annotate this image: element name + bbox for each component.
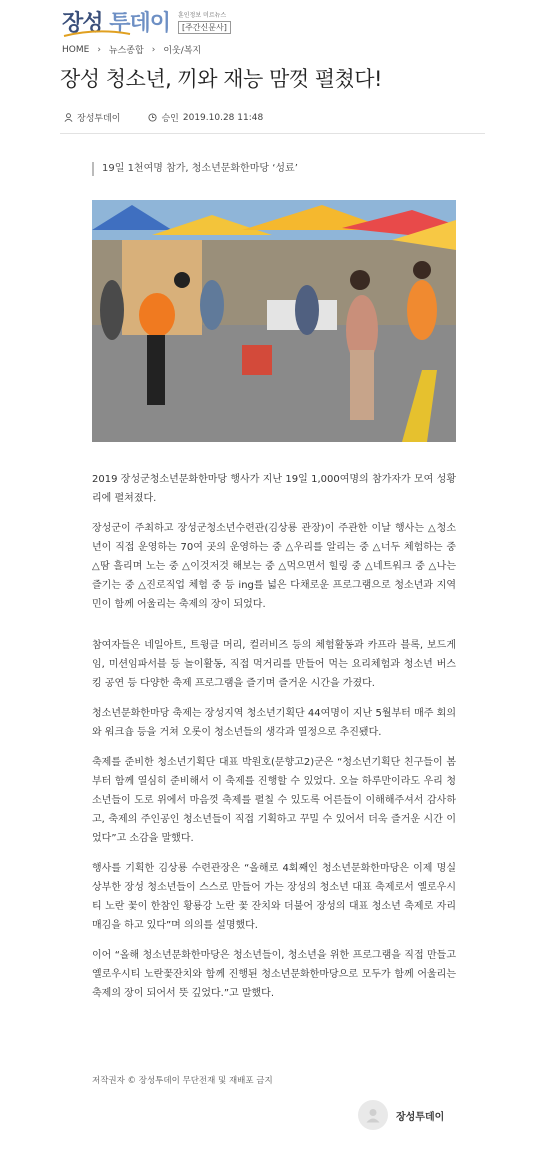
page-title: 장성 청소년, 끼와 재능 맘껏 펼쳤다!: [60, 67, 382, 91]
logo-text: 장성 투데이: [62, 11, 170, 36]
breadcrumb-home[interactable]: HOME: [62, 44, 90, 55]
divider: [60, 133, 485, 134]
avatar: [358, 1100, 388, 1130]
article-subtitle: 19일 1천여명 참가, 청소년문화한마당 ‘성료’: [92, 162, 298, 176]
publish-date: 2019.10.28 11:48: [182, 112, 264, 123]
date-label: 승인: [161, 114, 179, 124]
chevron-right-icon: ›: [151, 44, 156, 55]
paragraph: 이어 “올해 청소년문화한마당은 청소년들이, 청소년을 위한 프로그램을 직접 만들고 옐로우시티 노란꽃잔치와 함께 진행된 청소년문화한마당으로 모두가 함께 어울리는 축제의 장이 되어서 뜻 깊었다.”고 말했다.: [92, 950, 456, 999]
breadcrumb: [62, 43, 201, 56]
clock-icon: [148, 113, 157, 122]
logo-tagline: 훈인정보 미르뉴스 [주간신문사]: [178, 10, 231, 34]
user-icon: [64, 113, 73, 122]
logo-swoosh-icon: [62, 30, 132, 38]
paragraph: 2019 장성군청소년문화한마당 행사가 지난 19일 1,000여명의 참가자가 모여 성황리에 펼쳐졌다.: [92, 474, 456, 504]
site-logo[interactable]: [62, 6, 231, 37]
paragraph: 축제를 준비한 청소년기획단 대표 박원호(문향고2)군은 “청소년기획단 친구들이 봄부터 함께 열심히 준비해서 이 축제를 진행할 수 있었다. 오늘 하루만이라도 우리 청소년들이 도로 위에서 마음껏 축제를 펼칠 수 있도록 어른들이 이해해주셔서 감사하고, 축제의 주인공인 청소년들이 직접 기획하고 꾸밀 수 있어서 더욱 즐거운 시간 이었다”고 소감을 말했다.: [92, 757, 456, 844]
copyright-notice: 저작권자 © 장성투데이 무단전재 및 재배포 금지: [92, 1076, 273, 1086]
article-photo: [92, 200, 456, 442]
paragraph: 행사를 기획한 김상룡 수련관장은 “올해로 4회째인 청소년문화한마당은 이제 명실상부한 장성 청소년들이 스스로 만들어 가는 장성의 청소년 대표 축제로서 옐로우시티 노란 꽃이 한참인 황룡강 노란 꽃 잔치와 더불어 장성의 대표 청소년 축제로 자리매김을 하고 있다”며 의의를 설명했다.: [92, 863, 456, 931]
author-name: 장성투데이: [77, 114, 121, 124]
paragraph: 장성군이 주최하고 장성군청소년수련관(김상룡 관장)이 주관한 이날 행사는 △청소년이 직접 운영하는 70여 곳의 운영하는 중 △우리를 알리는 중 △너두 체험하는 중 △땀 흘리며 노는 중 △이것저것 해보는 중 △먹으면서 힐링 중 △네트워크 중 △나는 즐기는 중 △진로직업 체험 중 등 ing를 넓은 다채로운 프로그램으로 청소년과 지역민이 함께 어울리는 축제의 장이 되었다.: [92, 523, 456, 610]
chevron-right-icon: ›: [97, 44, 101, 55]
breadcrumb-news[interactable]: 뉴스종합: [108, 46, 144, 56]
breadcrumb-section[interactable]: 이웃/복지: [163, 46, 202, 56]
logo-box: [주간신문사]: [178, 21, 231, 34]
user-icon: [365, 1107, 381, 1123]
paragraph: 참여자들은 네일아트, 트윙클 머리, 컬러비즈 등의 체험활동과 카프라 블록, 보드게임, 미션임파서블 등 놀이활동, 직접 먹거리를 만들어 먹는 요리체험과 청소년 버스킹 공연 등 다양한 축제 프로그램을 즐기며 즐거운 시간을 가졌다.: [92, 640, 456, 689]
article-body: [92, 470, 456, 1014]
footer-author-name: 장성투데이: [396, 1111, 445, 1123]
article-meta: [64, 111, 263, 124]
author-footer[interactable]: [358, 1100, 444, 1130]
paragraph: 청소년문화한마당 축제는 장성지역 청소년기획단 44여명이 지난 5월부터 매주 회의와 워크숍 등을 거쳐 오롯이 청소년들의 생각과 열정으로 추진됐다.: [92, 708, 456, 738]
